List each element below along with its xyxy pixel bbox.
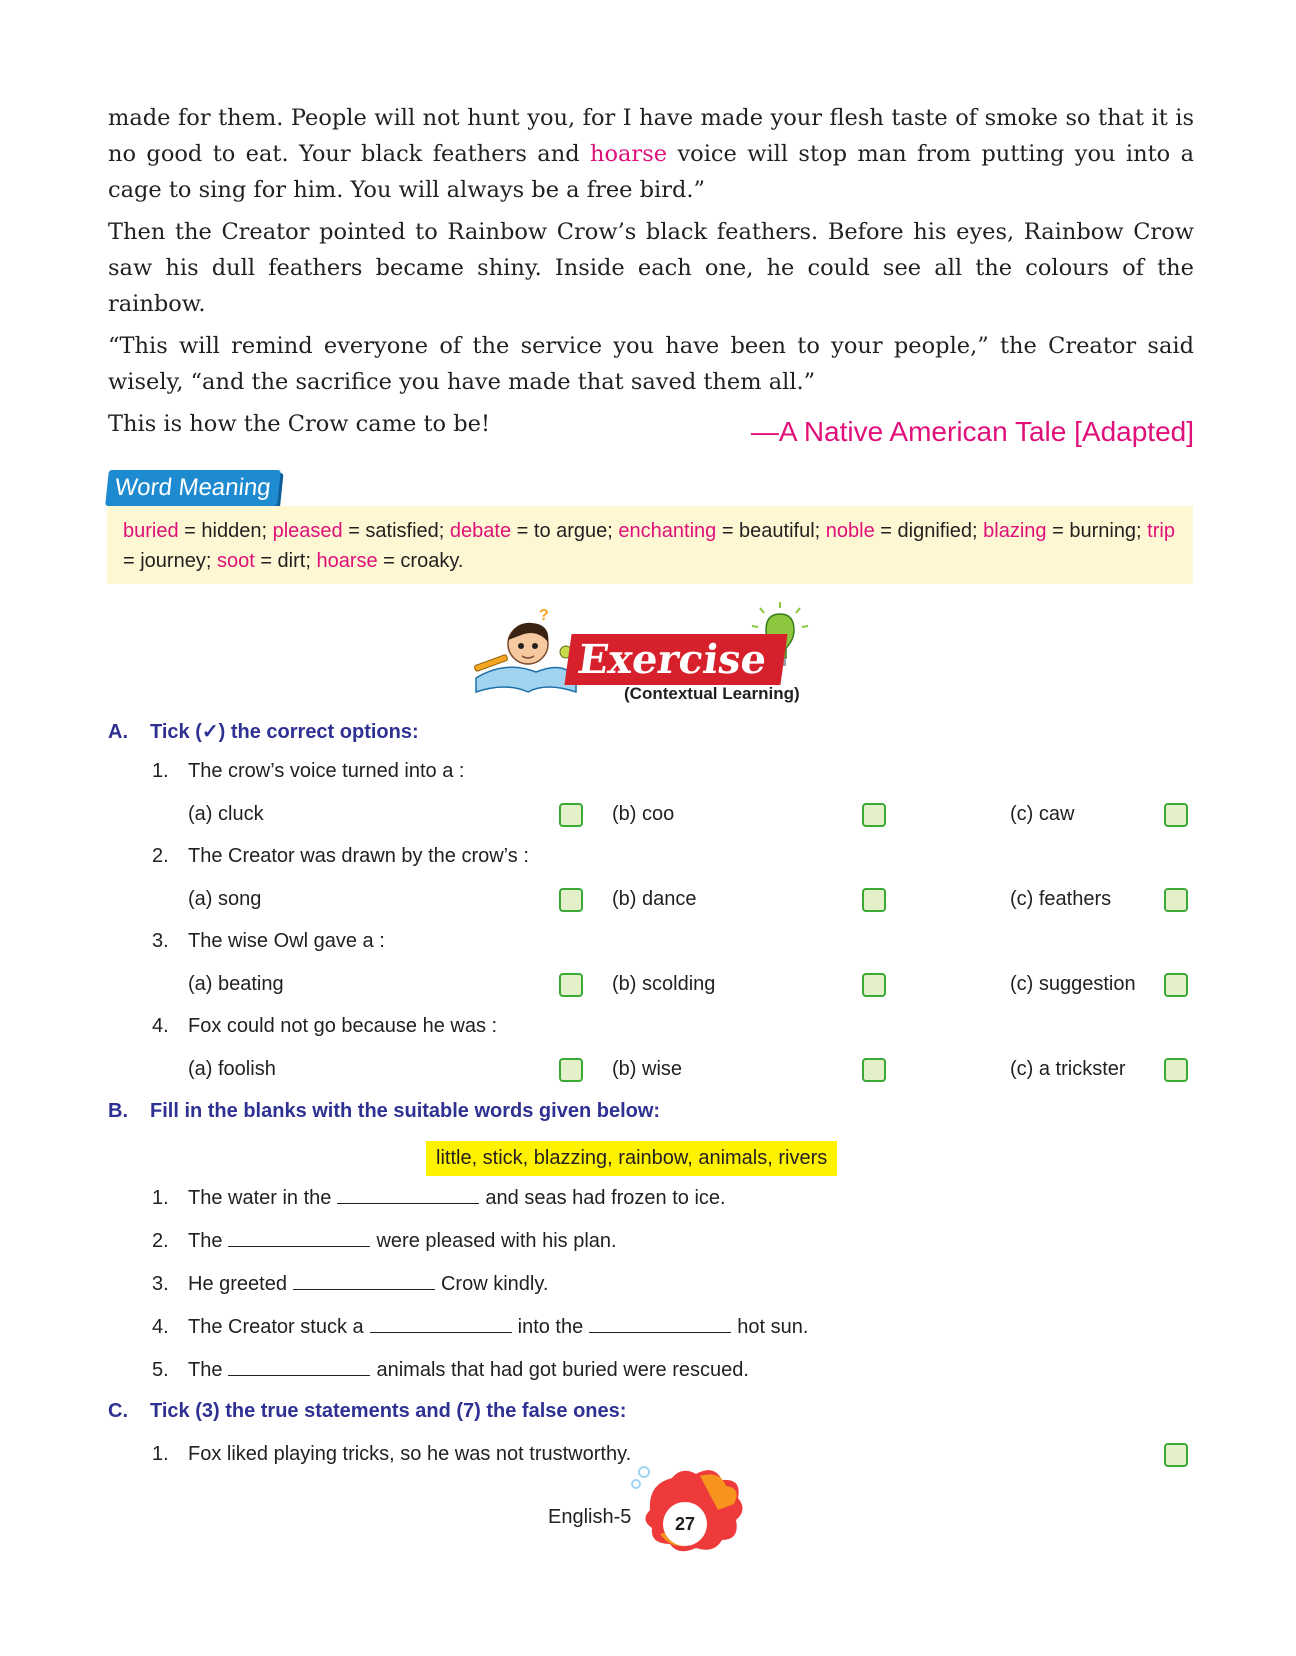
question-text: Fox could not go because he was : bbox=[188, 1015, 498, 1037]
word-meaning-entry: buried = hidden; bbox=[123, 520, 273, 542]
item-text: were pleased with his plan. bbox=[376, 1230, 617, 1252]
section-title: Fill in the blanks with the suitable words given below: bbox=[150, 1100, 661, 1122]
tick-box[interactable] bbox=[1164, 1443, 1188, 1467]
question-number: 2. bbox=[152, 845, 169, 867]
item-number: 3. bbox=[152, 1273, 169, 1295]
section-a-heading bbox=[108, 719, 419, 744]
question-1 bbox=[152, 760, 464, 783]
option-label: (c) a trickster bbox=[1010, 1058, 1126, 1080]
word-meaning-entry: debate = to argue; bbox=[449, 520, 619, 542]
option-label: (c) suggestion bbox=[1010, 973, 1136, 995]
blank-line[interactable] bbox=[337, 1185, 479, 1204]
section-b-heading bbox=[108, 1100, 660, 1123]
section-title: Tick (✓) the correct options: bbox=[150, 721, 419, 743]
svg-text:?: ? bbox=[539, 607, 549, 624]
story-paragraph-4: This is how the Crow came to be! bbox=[108, 411, 490, 437]
word-meaning-entry: pleased = satisfied; bbox=[272, 520, 450, 542]
option-label: (a) foolish bbox=[188, 1058, 276, 1080]
story-text-run: voice will stop man from putting you into a cage to sing for him. You will always be a free bird.” bbox=[108, 141, 1194, 203]
option-label: (a) beating bbox=[188, 973, 284, 995]
word-meaning-entry: trip = journey; bbox=[123, 520, 1175, 572]
item-text: The Creator stuck a bbox=[188, 1316, 364, 1338]
item-text: The bbox=[188, 1230, 223, 1252]
word-meaning-box bbox=[107, 506, 1193, 584]
item-text: Fox liked playing tricks, so he was not trustworthy. bbox=[188, 1443, 632, 1465]
item-number: 2. bbox=[152, 1230, 169, 1252]
option-label: (c) caw bbox=[1010, 803, 1075, 825]
section-title: Tick (3) the true statements and (7) the false ones: bbox=[150, 1400, 627, 1422]
option-label: (a) song bbox=[188, 888, 262, 910]
word-meaning-entry: enchanting = beautiful; bbox=[618, 520, 826, 542]
item-text: hot sun. bbox=[737, 1316, 809, 1338]
item-number: 1. bbox=[152, 1187, 169, 1209]
boy-reading-icon bbox=[474, 607, 576, 692]
story-text-run: made for them. People will not hunt you, for I have made your flesh taste of smoke so that it is no good to eat. Your black feathers and bbox=[108, 105, 1194, 167]
item-text: Crow kindly. bbox=[440, 1273, 549, 1295]
blank-item-1 bbox=[152, 1185, 726, 1210]
word-meaning-entry: soot = dirt; bbox=[216, 550, 317, 572]
true-false-item-1 bbox=[152, 1443, 631, 1466]
item-text: and seas had frozen to ice. bbox=[485, 1187, 726, 1209]
exercise-title: Exercise bbox=[564, 634, 788, 685]
word-meaning-tag: Word Meaning bbox=[105, 470, 280, 506]
tick-box[interactable] bbox=[862, 973, 886, 997]
question-number: 3. bbox=[152, 930, 169, 952]
item-text: into the bbox=[517, 1316, 584, 1338]
option-label: (a) cluck bbox=[188, 803, 264, 825]
tick-box[interactable] bbox=[559, 803, 583, 827]
tick-box[interactable] bbox=[1164, 973, 1188, 997]
blank-line[interactable] bbox=[228, 1357, 370, 1376]
blank-line[interactable] bbox=[370, 1314, 512, 1333]
item-number: 1. bbox=[152, 1443, 169, 1465]
story-text bbox=[108, 100, 1194, 448]
tick-box[interactable] bbox=[1164, 803, 1188, 827]
blank-item-3 bbox=[152, 1271, 548, 1296]
tick-box[interactable] bbox=[862, 888, 886, 912]
tick-box[interactable] bbox=[559, 1058, 583, 1082]
item-text: He greeted bbox=[188, 1273, 287, 1295]
question-2 bbox=[152, 845, 529, 868]
item-text: The bbox=[188, 1359, 223, 1381]
question-number: 1. bbox=[152, 760, 169, 782]
story-attribution: —A Native American Tale [Adapted] bbox=[750, 416, 1194, 447]
question-4 bbox=[152, 1015, 497, 1038]
question-text: The Creator was drawn by the crow’s : bbox=[188, 845, 529, 867]
question-text: The crow’s voice turned into a : bbox=[188, 760, 465, 782]
word-bank: little, stick, blazzing, rainbow, animals, rivers bbox=[426, 1141, 837, 1176]
item-text: The water in the bbox=[188, 1187, 332, 1209]
word-meaning-entry: noble = dignified; bbox=[825, 520, 984, 542]
story-paragraph-2: Then the Creator pointed to Rainbow Crow’s black feathers. Before his eyes, Rainbow Crow saw his dull feathers became shiny. Inside each one, he could see all the colours of the rainbow. bbox=[108, 219, 1194, 317]
page-number: 27 bbox=[663, 1502, 707, 1546]
highlighted-word: hoarse bbox=[589, 141, 668, 167]
question-text: The wise Owl gave a : bbox=[188, 930, 385, 952]
item-number: 4. bbox=[152, 1316, 169, 1338]
option-label: (b) coo bbox=[612, 803, 675, 825]
tick-box[interactable] bbox=[1164, 1058, 1188, 1082]
section-letter: B. bbox=[108, 1100, 128, 1122]
blank-line[interactable] bbox=[228, 1228, 370, 1247]
tick-box[interactable] bbox=[559, 973, 583, 997]
book-label: English-5 bbox=[548, 1506, 632, 1528]
tick-box[interactable] bbox=[862, 1058, 886, 1082]
item-text: animals that had got buried were rescued. bbox=[376, 1359, 749, 1381]
section-letter: C. bbox=[108, 1400, 128, 1422]
exercise-subtitle: (Contextual Learning) bbox=[624, 684, 800, 703]
blank-item-2 bbox=[152, 1228, 617, 1253]
question-number: 4. bbox=[152, 1015, 169, 1037]
option-label: (b) dance bbox=[612, 888, 697, 910]
option-label: (c) feathers bbox=[1010, 888, 1112, 910]
option-label: (b) scolding bbox=[612, 973, 716, 995]
option-label: (b) wise bbox=[612, 1058, 683, 1080]
word-meaning-entry: hoarse = croaky. bbox=[316, 550, 464, 572]
blank-line[interactable] bbox=[589, 1314, 731, 1333]
item-number: 5. bbox=[152, 1359, 169, 1381]
story-paragraph-1 bbox=[108, 100, 1194, 208]
tick-box[interactable] bbox=[862, 803, 886, 827]
blank-item-5 bbox=[152, 1357, 749, 1382]
story-paragraph-3: “This will remind everyone of the service you have been to your people,” the Creator said wisely, “and the sacrifice you have made that saved them all.” bbox=[108, 333, 1194, 395]
question-3 bbox=[152, 930, 385, 953]
word-meaning-entry: blazing = burning; bbox=[983, 520, 1148, 542]
tick-box[interactable] bbox=[559, 888, 583, 912]
section-c-heading bbox=[108, 1400, 626, 1423]
section-letter: A. bbox=[108, 721, 128, 743]
tick-box[interactable] bbox=[1164, 888, 1188, 912]
blank-item-4 bbox=[152, 1314, 808, 1339]
blank-line[interactable] bbox=[293, 1271, 435, 1290]
